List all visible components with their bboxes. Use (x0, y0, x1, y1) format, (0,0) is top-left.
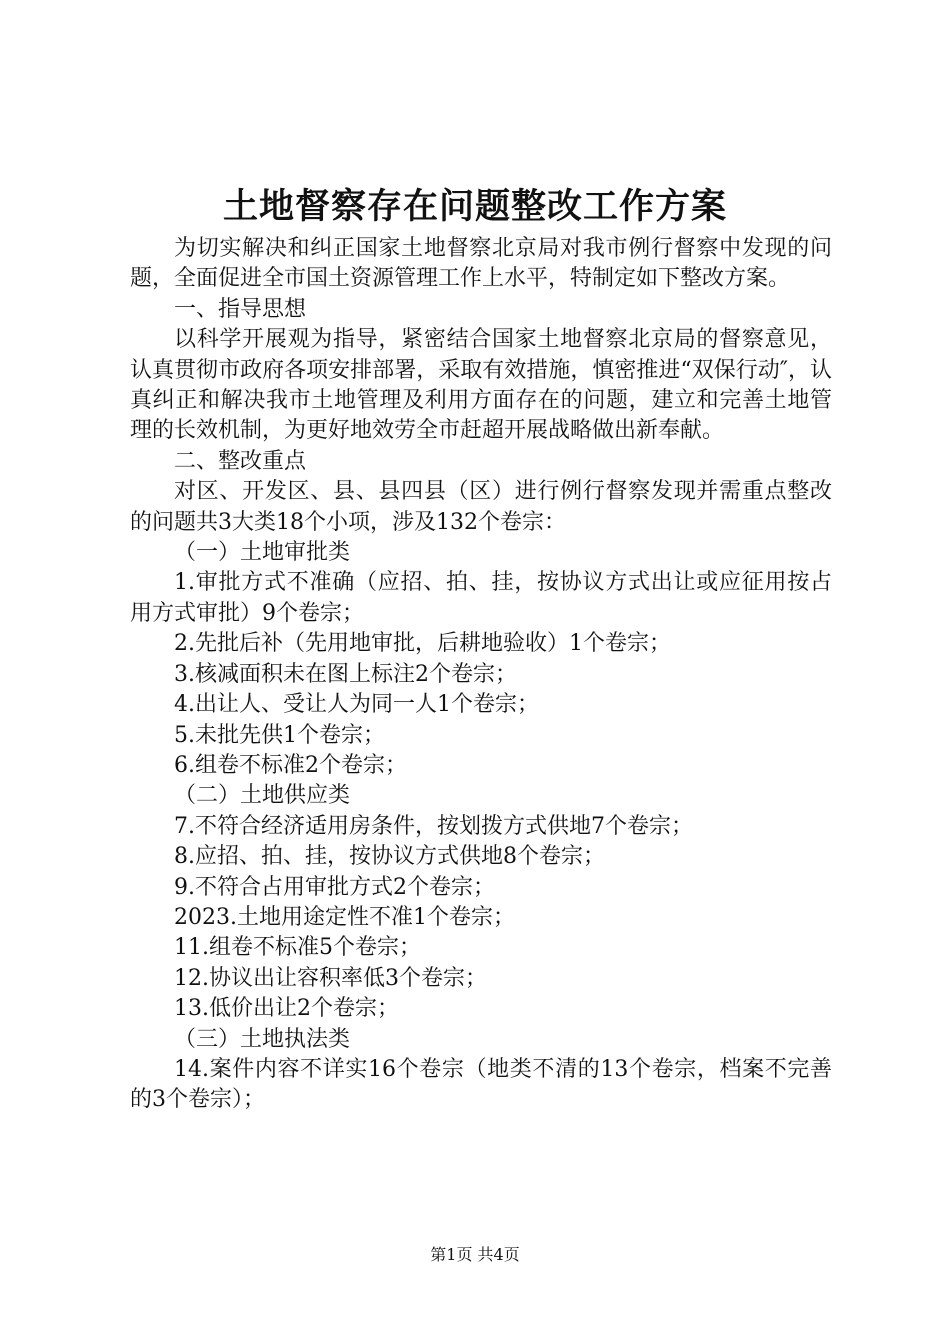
list-item: 4.出让人、受让人为同一人1个卷宗； (174, 692, 539, 718)
list-item: 2023.土地用途定性不准1个卷宗； (174, 904, 515, 930)
list-item: 9.不符合占用审批方式2个卷宗； (174, 874, 495, 900)
document-title: 土地督察存在问题整改工作方案 (222, 186, 727, 227)
page-footer: 第1页 共4页 (430, 1245, 520, 1264)
intro-paragraph: 为切实解决和纠正国家土地督察北京局对我市例行督察中发现的问题，全面促进全市国土资源管理工作上水平，特制定如下整改方案。 (130, 236, 832, 292)
subsection-heading-land-enforcement: （三）土地执法类 (174, 1026, 351, 1052)
list-item: 6.组卷不标准2个卷宗； (174, 752, 407, 778)
list-item: 2.先批后补（先用地审批，后耕地验收）1个卷宗； (174, 631, 671, 657)
list-item: 11.组卷不标准5个卷宗； (174, 935, 421, 961)
subsection-heading-land-approval: （一）土地审批类 (174, 540, 351, 566)
list-item: 13.低价出让2个卷宗； (174, 996, 399, 1022)
list-item: 5.未批先供1个卷宗； (174, 722, 385, 748)
list-item: 12.协议出让容积率低3个卷宗； (174, 965, 487, 991)
section-heading-guiding-ideology: 一、指导思想 (174, 296, 307, 322)
list-item: 8.应招、拍、挂，按协议方式供地8个卷宗； (174, 844, 605, 870)
list-item: 1.审批方式不准确（应招、拍、挂，按协议方式出让或应征用按占用方式审批）9个卷宗； (130, 570, 832, 626)
list-item: 7.不符合经济适用房条件，按划拨方式供地7个卷宗； (174, 813, 693, 839)
document-body (130, 234, 832, 1116)
list-item: 14.案件内容不详实16个卷宗（地类不清的13个卷宗，档案不完善的3个卷宗）； (130, 1056, 832, 1113)
guiding-ideology-paragraph: 以科学开展观为指导，紧密结合国家土地督察北京局的督察意见，认真贯彻市政府各项安排部署，采取有效措施，慎密推进“双保行动″，认真纠正和解决我市土地管理及利用方面存在的问题，建立和完善土地管理的长效机制，为更好地效劳全市赶超开展战略做出新奉献。 (130, 327, 832, 444)
section-heading-rectification-focus: 二、整改重点 (174, 448, 307, 474)
rectification-focus-paragraph: 对区、开发区、县、县四县（区）进行例行督察发现并需重点整改的问题共3大类18个小项，涉及132个卷宗： (130, 479, 832, 535)
list-item: 3.核减面积未在图上标注2个卷宗； (174, 661, 517, 687)
subsection-heading-land-supply: （二）土地供应类 (174, 783, 351, 809)
